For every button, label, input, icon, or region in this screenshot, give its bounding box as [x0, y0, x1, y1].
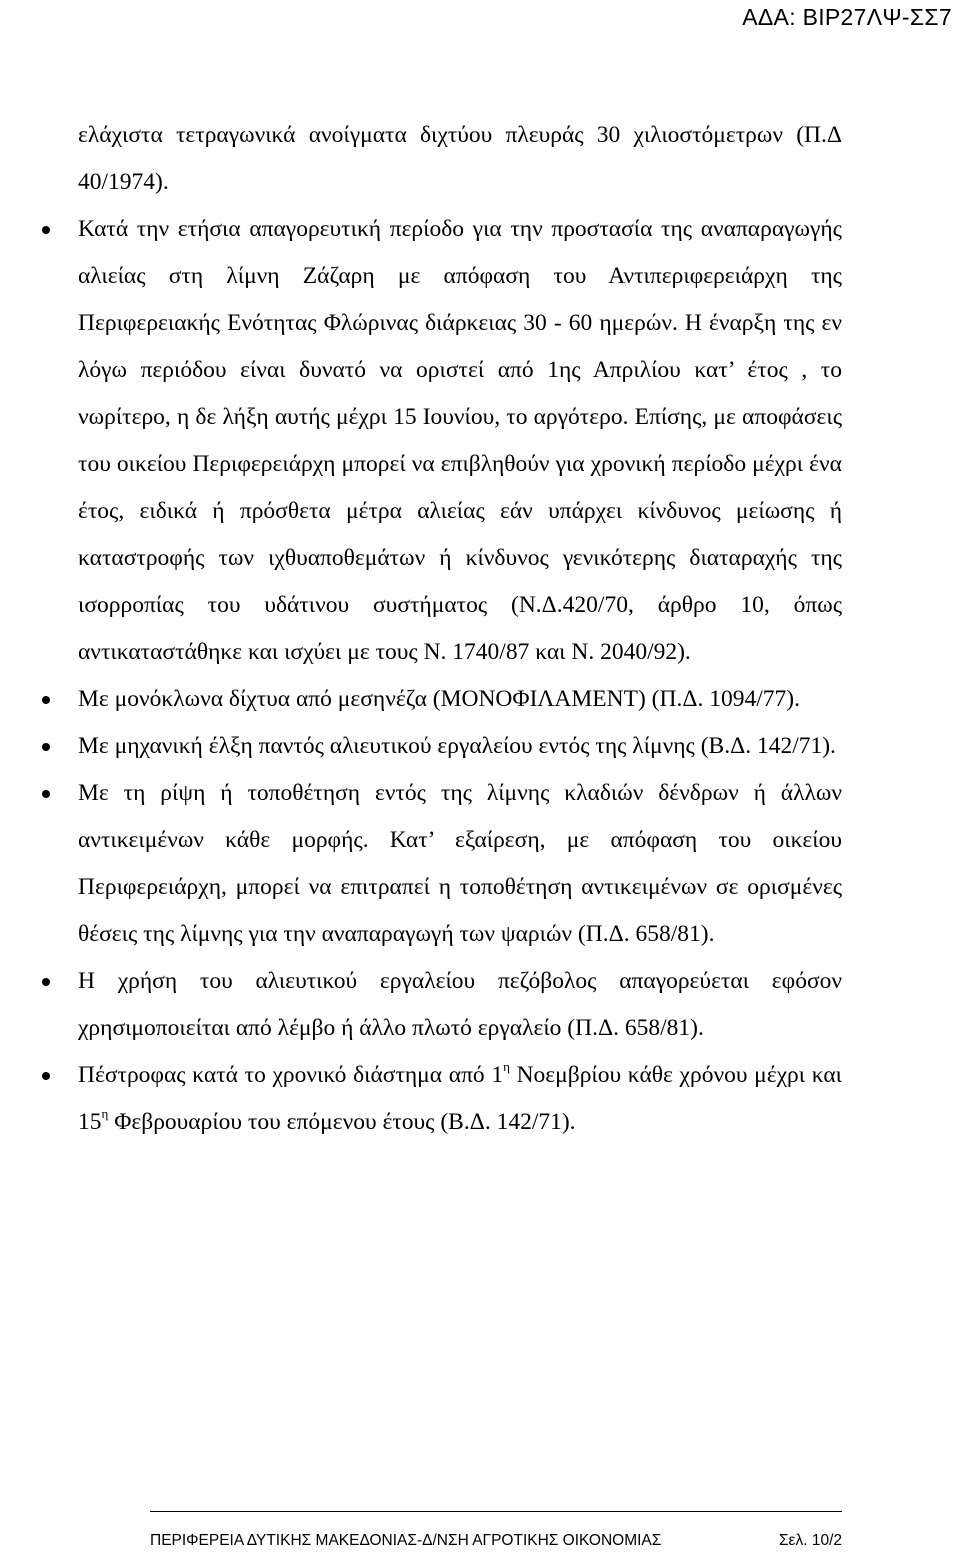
bullet-icon	[42, 226, 50, 234]
bullet-icon	[42, 743, 50, 751]
list-item-text: Με μονόκλωνα δίχτυα από μεσηνέζα (ΜΟΝΟΦΙΛΑΜΕΝΤ) (Π.Δ. 1094/77).	[78, 686, 800, 712]
list-item	[78, 676, 842, 723]
list-item-text: Κατά την ετήσια απαγορευτική περίοδο για την προστασία της αναπαραγωγής αλιείας στη λίμνη Ζάζαρη με απόφαση του Αντιπεριφερειάρχη της Περιφερειακής Ενότητας Φλώρινας διάρκειας 30 - 60 ημερών. Η έναρξη της εν λόγω περιόδου είναι δυνατό να οριστεί από 1ης Απριλίου κατ’ έτος , το νωρίτερο, η δε λήξη αυτής μέχρι 15 Ιουνίου, το αργότερο. Επίσης, με αποφάσεις του οικείου Περιφερειάρχη μπορεί να επιβληθούν για χρονική περίοδο μέχρι ένα έτος, ειδικά ή πρόσθετα μέτρα αλιείας εάν υπάρχει κίνδυνος μείωσης ή καταστροφής των ιχθυαποθεμάτων ή κίνδυνος γενικότερης διαταραχής της ισορροπίας του υδάτινου συστήματος (Ν.Δ.420/70, άρθρο 10, όπως αντικαταστάθηκε και ισχύει με τους Ν. 1740/87 και Ν. 2040/92).	[78, 216, 842, 665]
list-item-text-part: Πέστροφας κατά το χρονικό διάστημα από 1	[78, 1062, 504, 1088]
document-body	[78, 112, 842, 1146]
bullet-icon	[42, 1072, 50, 1080]
bullet-list	[78, 206, 842, 1146]
list-item	[78, 958, 842, 1052]
list-item-text-part: Νοεμβρίου κάθε χρόνου μέχρι και 15	[78, 1062, 842, 1135]
page-number: Σελ. 10/2	[778, 1532, 842, 1549]
page-footer	[150, 1511, 842, 1549]
list-item	[78, 206, 842, 676]
footer-organization: ΠΕΡΙΦΕΡΕΙΑ ΔΥΤΙΚΗΣ ΜΑΚΕΔΟΝΙΑΣ-Δ/ΝΣΗ ΑΓΡΟΤΙΚΗΣ ΟΙΚΟΝΟΜΙΑΣ	[150, 1532, 662, 1549]
ordinal-superscript: η	[503, 1059, 510, 1074]
list-item	[78, 723, 842, 770]
bullet-icon	[42, 978, 50, 986]
ada-code: ΑΔΑ: ΒΙΡ27ΛΨ-ΣΣ7	[742, 4, 952, 30]
list-item-text: Με μηχανική έλξη παντός αλιευτικού εργαλείου εντός της λίμνης (Β.Δ. 142/71).	[78, 733, 836, 759]
ordinal-superscript: η	[101, 1106, 109, 1121]
list-item-text-part: Φεβρουαρίου του επόμενου έτους (Β.Δ. 142/71).	[108, 1109, 576, 1135]
list-item-text: Με τη ρίψη ή τοποθέτηση εντός της λίμνης κλαδιών δένδρων ή άλλων αντικειμένων κάθε μορφής. Κατ’ εξαίρεση, με απόφαση του οικείου Περιφερειάρχη, μπορεί να επιτραπεί η τοποθέτηση αντικειμένων σε ορισμένες θέσεις της λίμνης για την αναπαραγωγή των ψαριών (Π.Δ. 658/81).	[78, 780, 842, 947]
bullet-icon	[42, 696, 50, 704]
bullet-icon	[42, 790, 50, 798]
intro-paragraph: ελάχιστα τετραγωνικά ανοίγματα διχτύου πλευράς 30 χιλιοστόμετρων (Π.Δ 40/1974).	[78, 122, 842, 195]
list-item	[78, 1052, 842, 1146]
list-item-text: Η χρήση του αλιευτικού εργαλείου πεζόβολος απαγορεύεται εφόσον χρησιμοποιείται από λέμβο ή άλλο πλωτό εργαλείο (Π.Δ. 658/81).	[78, 968, 842, 1041]
list-item	[78, 770, 842, 958]
